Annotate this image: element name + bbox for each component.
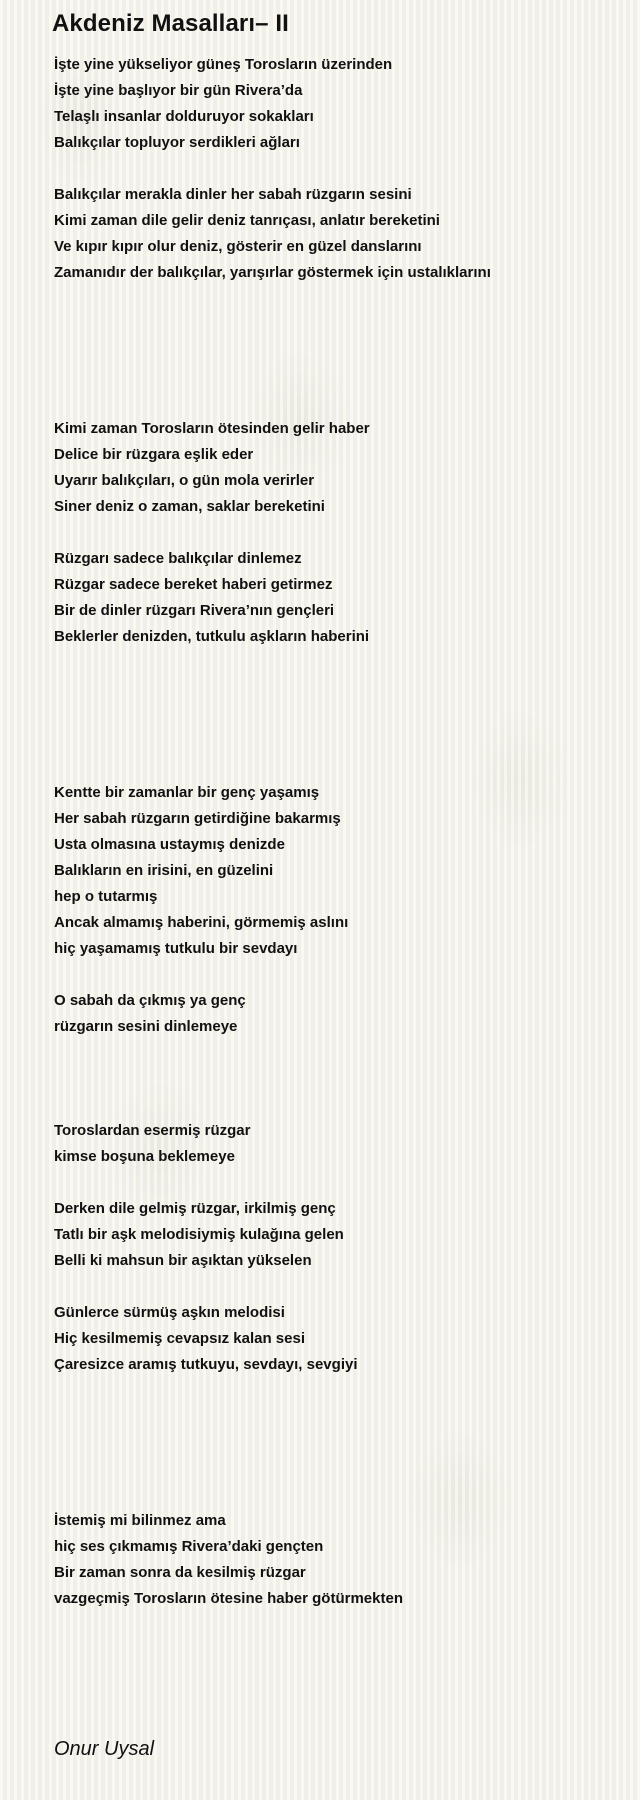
poem-line: Derken dile gelmiş rüzgar, irkilmiş genç: [54, 1200, 336, 1217]
poem-line: vazgeçmiş Torosların ötesine haber götürmekten: [54, 1590, 403, 1607]
stanza: [54, 52, 624, 156]
stanza: [54, 1196, 624, 1274]
poem-line: Tatlı bir aşk melodisiymiş kulağına gelen: [54, 1226, 344, 1243]
poem-line: Her sabah rüzgarın getirdiğine bakarmış: [54, 810, 341, 827]
poem-line: Kimi zaman dile gelir deniz tanrıçası, anlatır bereketini: [54, 212, 440, 229]
poem-line: Balıkçılar merakla dinler her sabah rüzgarın sesini: [54, 186, 412, 203]
poem-line: Toroslardan esermiş rüzgar: [54, 1122, 251, 1139]
stanza: [54, 1300, 624, 1378]
stanza: [54, 182, 624, 286]
poem-line: Siner deniz o zaman, saklar bereketini: [54, 498, 325, 515]
stanza: [54, 416, 624, 520]
poem-line: İşte yine başlıyor bir gün Rivera’da: [54, 82, 303, 99]
poem-author: Onur Uysal: [54, 1738, 155, 1760]
poem-line: Ancak almamış haberini, görmemiş aslını: [54, 914, 349, 931]
poem-line: rüzgarın sesini dinlemeye: [54, 1018, 238, 1035]
poem-line: İstemiş mi bilinmez ama: [54, 1512, 226, 1529]
poem-line: Kimi zaman Torosların ötesinden gelir haber: [54, 420, 370, 437]
poem-line: Uyarır balıkçıları, o gün mola verirler: [54, 472, 315, 489]
poem-line: Rüzgarı sadece balıkçılar dinlemez: [54, 550, 302, 567]
poem-line: Beklerler denizden, tutkulu aşkların haberini: [54, 628, 370, 645]
poem-line: hep o tutarmış: [54, 888, 158, 905]
poem-line: Usta olmasına ustaymış denizde: [54, 836, 285, 853]
poem-line: Hiç kesilmemiş cevapsız kalan sesi: [54, 1330, 305, 1347]
poem-line: Çaresizce aramış tutkuyu, sevdayı, sevgiyi: [54, 1356, 358, 1373]
poem-line: hiç yaşamamış tutkulu bir sevdayı: [54, 940, 298, 957]
poem-line: Rüzgar sadece bereket haberi getirmez: [54, 576, 333, 593]
poem-line: İşte yine yükseliyor güneş Torosların üzerinden: [54, 56, 393, 73]
poem-line: Zamanıdır der balıkçılar, yarışırlar göstermek için ustalıklarını: [54, 264, 491, 281]
poem-line: Balıkların en irisini, en güzelini: [54, 862, 274, 879]
poem-title: Akdeniz Masalları– II: [52, 10, 289, 37]
stanza: [54, 780, 624, 962]
poem-line: hiç ses çıkmamış Rivera’daki gençten: [54, 1538, 324, 1555]
poem-line: kimse boşuna beklemeye: [54, 1148, 235, 1165]
stanza: [54, 988, 624, 1040]
poem-line: Kentte bir zamanlar bir genç yaşamış: [54, 784, 320, 801]
poem-line: Telaşlı insanlar dolduruyor sokakları: [54, 108, 314, 125]
poem-line: Bir de dinler rüzgarı Rivera’nın gençleri: [54, 602, 335, 619]
stanza: [54, 1118, 624, 1170]
stanza: [54, 1508, 624, 1612]
poem-line: Delice bir rüzgara eşlik eder: [54, 446, 254, 463]
poem-line: Ve kıpır kıpır olur deniz, gösterir en güzel danslarını: [54, 238, 422, 255]
stanza: [54, 546, 624, 650]
poem-line: Günlerce sürmüş aşkın melodisi: [54, 1304, 285, 1321]
poem-line: Belli ki mahsun bir aşıktan yükselen: [54, 1252, 312, 1269]
poem-line: O sabah da çıkmış ya genç: [54, 992, 246, 1009]
poem-line: Bir zaman sonra da kesilmiş rüzgar: [54, 1564, 306, 1581]
poem-body: [54, 52, 624, 1612]
poem-line: Balıkçılar topluyor serdikleri ağları: [54, 134, 300, 151]
